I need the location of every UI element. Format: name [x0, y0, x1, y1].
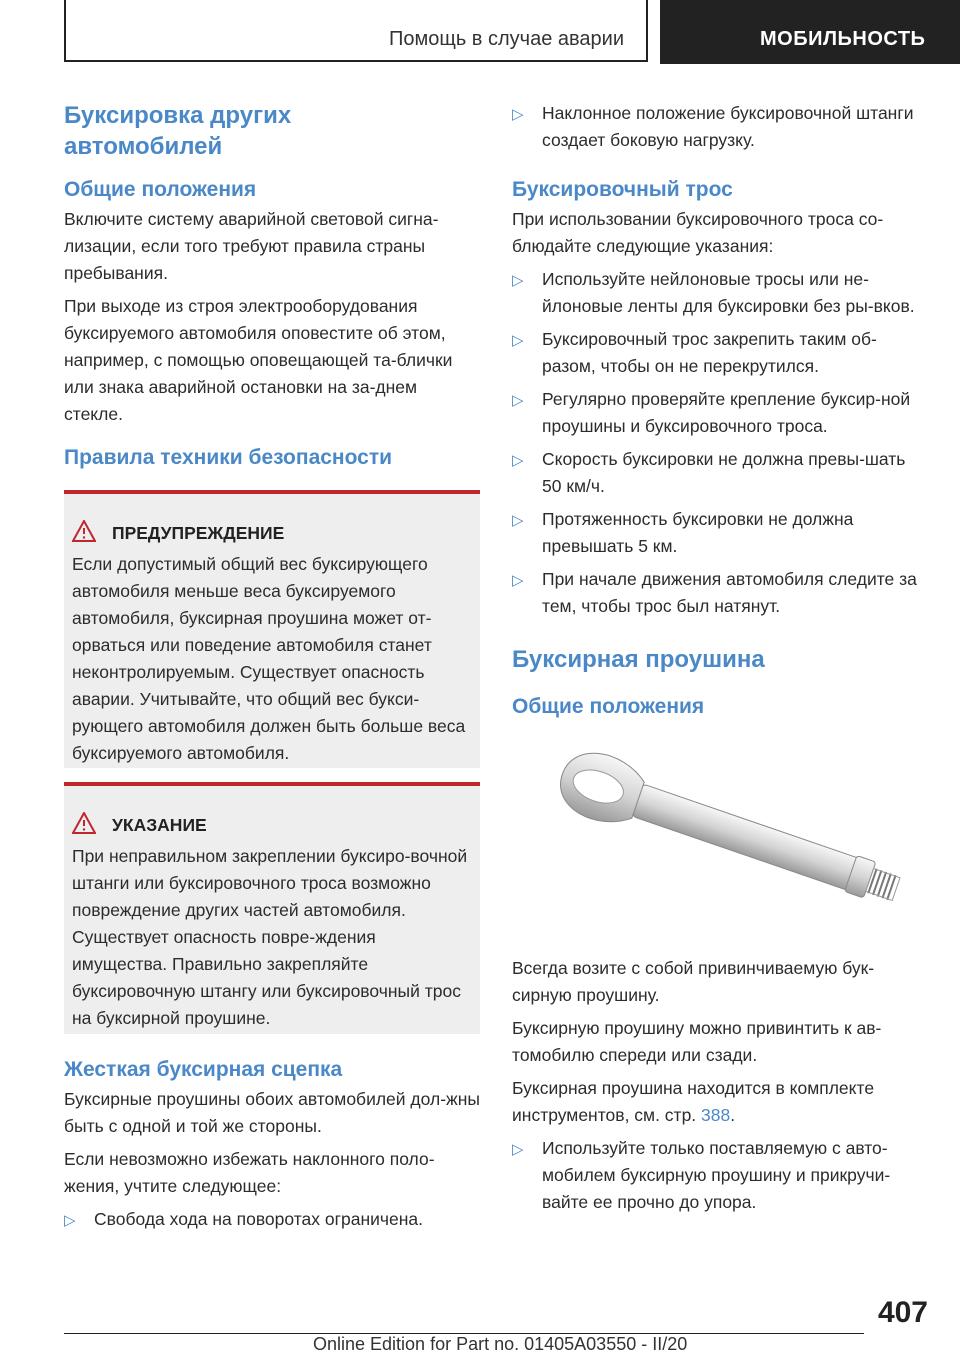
page-title-line1: Буксировка других — [64, 102, 292, 129]
towing-eye-paragraph-3 — [512, 1075, 928, 1129]
list-item-text: Скорость буксировки не должна превы-шать 50 км/ч. — [542, 449, 906, 496]
notice-title: УКАЗАНИЕ — [112, 815, 207, 835]
warning-title-row — [72, 520, 470, 547]
header-section-title: Помощь в случае аварии — [389, 28, 624, 50]
bullet-triangle-icon: ▷ — [512, 512, 524, 529]
list-item-text: Используйте только поставляемую с авто-мобилем буксирную проушину и прикручи-вайте ее прочно до упора. — [542, 1138, 891, 1212]
rigid-coupling-heading: Жесткая буксирная сцепка — [64, 1058, 343, 1081]
towing-eye-paragraph-1: Всегда возите с собой привинчиваемую бук-сирную проушину. — [512, 958, 875, 1005]
list-item-text: Используйте нейлоновые тросы или не-йлоновые ленты для буксировки без ры-вков. — [542, 269, 915, 316]
warning-text: Если допустимый общий вес буксирующего автомобиля меньше веса буксируемого автомобиля, буксирная проушина может от-орваться или поведение автомобиля станет неконтролируемым. Существует опасность аварии. Учитывайте, что общий вес букси-рующего автомобиля должен быть больше веса буксируемого автомобиля. — [72, 554, 466, 763]
page-reference-link[interactable]: 388 — [701, 1105, 731, 1125]
bullet-triangle-icon: ▷ — [512, 106, 524, 123]
notice-triangle-icon — [72, 812, 112, 839]
bullet-triangle-icon: ▷ — [512, 272, 524, 289]
page-title-line2: автомобилей — [64, 133, 223, 160]
list-item-text: При начале движения автомобиля следите за тем, чтобы трос был натянут. — [542, 569, 917, 616]
towing-eye-subheading: Общие положения — [512, 695, 705, 718]
left-column — [64, 100, 480, 1233]
tow-rope-heading: Буксировочный трос — [512, 178, 733, 201]
tow-rope-intro: При использовании буксировочного троса со-блюдайте следующие указания: — [512, 209, 884, 256]
list-item-text: Протяженность буксировки не должна превышать 5 км. — [542, 509, 854, 556]
safety-heading: Правила техники безопасности — [64, 446, 393, 469]
notice-box — [64, 782, 480, 1034]
list-item — [64, 1206, 480, 1233]
general-heading: Общие положения — [64, 178, 257, 201]
warning-triangle-icon — [72, 520, 112, 547]
warning-title: ПРЕДУПРЕЖДЕНИЕ — [112, 523, 285, 543]
notice-title-row — [72, 812, 470, 839]
bullet-triangle-icon: ▷ — [512, 452, 524, 469]
list-item — [512, 506, 928, 560]
rigid-paragraph-2: Если невозможно избежать наклонного поло-жения, учтите следующее: — [64, 1149, 435, 1196]
header-chapter-tab: МОБИЛЬНОСТЬ — [660, 0, 960, 64]
list-item — [512, 100, 928, 154]
list-item-text: Свобода хода на поворотах ограничена. — [94, 1209, 424, 1229]
towing-eye-paragraph-3-end: . — [730, 1105, 736, 1125]
rigid-paragraph-1: Буксирные проушины обоих автомобилей дол-жны быть с одной и той же стороны. — [64, 1089, 480, 1136]
bullet-triangle-icon: ▷ — [512, 1141, 524, 1158]
bullet-triangle-icon: ▷ — [512, 572, 524, 589]
header-frame — [64, 0, 648, 62]
footer-edition: Online Edition for Part no. 01405A03550 - II/20 — [313, 1334, 688, 1354]
general-paragraph-2: При выходе из строя электрооборудования буксируемого автомобиля оповестите об этом, например, с помощью оповещающей та-блички или знака аварийной остановки на за-днем стекле. — [64, 296, 453, 424]
tow-rope-list — [512, 266, 928, 620]
list-item — [512, 266, 928, 320]
towing-eye-image — [512, 721, 928, 955]
towing-eye-heading: Буксирная проушина — [512, 646, 765, 673]
list-item-text: Регулярно проверяйте крепление буксир-ной проушины и буксировочного троса. — [542, 389, 911, 436]
list-item — [512, 566, 928, 620]
general-paragraph-1: Включите систему аварийной световой сигна-лизации, если того требуют правила страны пребывания. — [64, 209, 439, 283]
bullet-triangle-icon: ▷ — [512, 392, 524, 409]
list-item-text: Наклонное положение буксировочной штанги создает боковую нагрузку. — [542, 103, 914, 150]
list-item — [512, 446, 928, 500]
page-number: 407 — [877, 1296, 928, 1329]
list-item — [512, 386, 928, 440]
bullet-triangle-icon: ▷ — [64, 1212, 76, 1229]
right-column — [512, 100, 928, 1216]
bullet-triangle-icon: ▷ — [512, 332, 524, 349]
towing-eye-paragraph-2: Буксирную проушину можно привинтить к ав-томобилю спереди или сзади. — [512, 1018, 882, 1065]
list-item-text: Буксировочный трос закрепить таким об-разом, чтобы он не перекрутился. — [542, 329, 877, 376]
notice-text: При неправильном закреплении буксиро-вочной штанги или буксировочного троса возможно повреждение других частей автомобиля. Существует опасность повре-ждения имущества. Правильно закрепляйте буксировочную штангу или буксировочный трос на буксирной проушине. — [72, 846, 468, 1028]
list-item — [512, 1135, 928, 1216]
warning-box — [64, 490, 480, 768]
towing-eye-paragraph-3-text: Буксирная проушина находится в комплекте инструментов, см. стр. — [512, 1078, 875, 1125]
list-item — [512, 326, 928, 380]
